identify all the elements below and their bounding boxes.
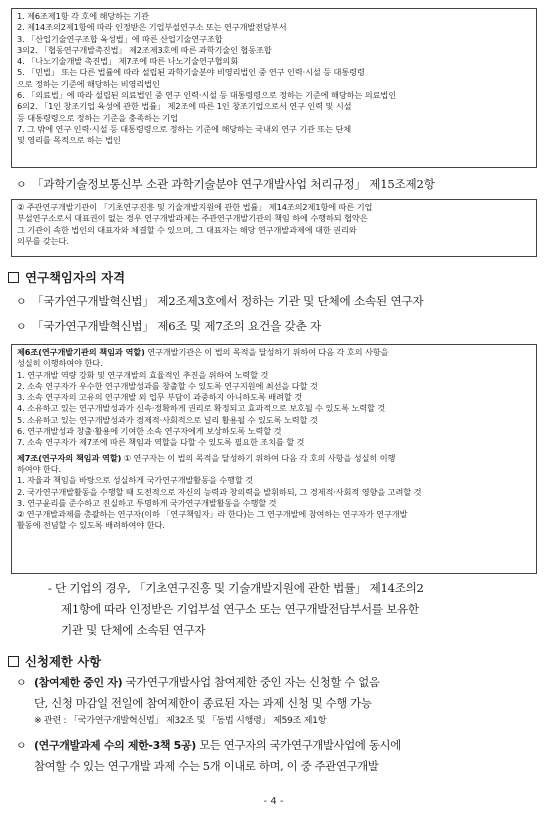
regulation-excerpt-line: ② 주관연구개발기관이 「기초연구진흥 및 기술개발지원에 관한 법률」 제14조의2제1항에 따른 기업 <box>17 202 373 212</box>
bullet-mark: ㅇ <box>16 320 27 333</box>
regulation-excerpt-box <box>11 199 537 257</box>
article-6-item: 4. 소유하고 있는 연구개발성과가 신속·정확하게 권리로 확정되고 효과적으로 보호될 수 있도록 노력할 것 <box>17 403 386 414</box>
institution-list-line: 1. 제6조제1항 각 호에 해당하는 기관 <box>17 11 149 21</box>
bullet-mark: ㅇ <box>16 739 27 752</box>
regulation-reference: ㅇ 「과학기술정보통신부 소관 과학기술분야 연구개발사업 처리규정」 제15조제2항 <box>16 177 435 191</box>
institution-list-line: 7. 그 밖에 연구 인력·시설 등 대통령령으로 정하는 기준에 해당하는 국내외 연구 기관 또는 단체 <box>17 123 352 134</box>
article-6-item: 3. 소속 연구자의 고유의 연구개발 외 업무 부담이 과중하지 아니하도록 배려할 것 <box>17 392 303 403</box>
bullet-mark: ㅇ <box>16 178 27 191</box>
article-6-item: 2. 소속 연구자가 우수한 연구개발성과를 창출할 수 있도록 연구지원에 최선을 다할 것 <box>17 380 318 391</box>
qualification-item-1: ㅇ 「국가연구개발혁신법」 제2조제3호에서 정하는 기관 및 단체에 소속된 연구자 <box>16 294 424 308</box>
article-6-item: 1. 연구개발 역량 강화 및 연구개발의 효율적인 추진을 위하여 노력할 것 <box>17 369 269 380</box>
qualification-item-2: ㅇ 「국가연구개발혁신법」 제6조 및 제7조의 요건을 갖춘 자 <box>16 319 322 333</box>
institution-list-box <box>11 8 537 168</box>
article-7-item: ② 연구개발과제를 총괄하는 연구자(이하 「연구책임자」라 한다)는 그 연구개발에 참여하는 연구자가 연구개발 <box>17 509 408 520</box>
law-articles-box <box>11 344 537 574</box>
article-7-item: 2. 국가연구개발활동을 수행할 때 도전적으로 자신의 능력과 창의력을 발휘하되, 그 경제적·사회적 영향을 고려할 것 <box>17 486 422 497</box>
section-title-application-restrictions: 신청제한 사항 <box>8 652 101 670</box>
institution-list-line: 3. 「산업기술연구조합 육성법」에 따른 산업기술연구조합 <box>17 33 223 44</box>
institution-list-line: 등 대통령령으로 정하는 기준을 충족하는 기업 <box>17 112 178 123</box>
article-6-item: 7. 소속 연구자가 제7조에 따른 책임과 역할을 다할 수 있도록 필요한 조치를 할 것 <box>17 437 305 448</box>
page-number: - 4 - <box>263 796 284 807</box>
article-7-heading: 제7조(연구자의 책임과 역할) ① 연구자는 이 법의 목적을 달성하기 위하여 다음 각 호의 사항을 성실히 이행 <box>17 452 396 463</box>
regulation-excerpt-line: 의무를 갖는다. <box>17 235 69 246</box>
article-6-item: 6. 연구개발성과 창출·활용에 기여한 소속 연구자에게 보상하도록 노력할 것 <box>17 426 282 437</box>
restriction-participation-limited: ㅇ (참여제한 중인 자) 국가연구개발사업 참여제한 중인 자는 신청할 수 없음 단, 신청 마감일 전일에 참여제한이 종료된 자는 과제 신청 및 수행 가능 ※ 관련 : 「국가연구개발혁신법」 제32조 및 「동법 시행령」 제59조 제1항 <box>16 672 380 728</box>
institution-list-line: 으로 정하는 기준에 해당하는 비영리법인 <box>17 78 160 89</box>
institution-list-line: 2. 제14조의2제1항에 따라 인정받은 기업부설연구소 또는 연구개발전담부서 <box>17 22 287 33</box>
article-6-heading: 제6조(연구개발기관의 책임과 역할) 연구개발기관은 이 법의 목적을 달성하기 위하여 다음 각 호의 사항을 <box>17 347 389 357</box>
bullet-mark: ㅇ <box>16 295 27 308</box>
institution-list-line: 3의2. 「협동연구개발촉진법」 제2조제3호에 따른 과학기술인 협동조합 <box>17 44 272 55</box>
article-7-item: 1. 자율과 책임을 바탕으로 성실하게 국가연구개발활동을 수행할 것 <box>17 475 253 486</box>
article-7-item: 활동에 전념할 수 있도록 배려하여야 한다. <box>17 520 165 531</box>
article-7-item: 3. 연구윤리를 준수하고 진실하고 투명하게 국가연구개발활동을 수행할 것 <box>17 497 277 508</box>
regulation-excerpt-line: 그 기관이 속한 법인의 대표자와 체결할 수 있으며, 그 대표자는 해당 연구개발과제에 대한 권리와 <box>17 224 357 235</box>
article-6-item: 5. 소유하고 있는 연구개발성과가 경제적·사회적으로 널리 활용될 수 있도록 노력할 것 <box>17 414 318 425</box>
corporate-exception-text: - 단 기업의 경우, 「기초연구진흥 및 기술개발지원에 관한 법률」 제14조의2 제1항에 따라 인정받은 기업부설 연구소 또는 연구개발전담부서를 보유한 기관 및 단체에 소속된 연구자 <box>48 581 424 637</box>
article-6-intro-line: 성실히 이행하여야 한다. <box>17 358 103 369</box>
bullet-mark: ㅇ <box>16 676 27 689</box>
square-bullet-icon <box>8 656 19 667</box>
section-title-researcher-qualification: 연구책임자의 자격 <box>8 268 125 286</box>
regulation-excerpt-line: 부설연구소로서 대표권이 없는 경우 연구개발과제는 주관연구개발기관의 책임 하에 수행하되 협약은 <box>17 213 368 224</box>
institution-list-line: 및 영리를 목적으로 하는 법인 <box>17 135 121 146</box>
article-7-intro-line: 하여야 한다. <box>17 463 62 474</box>
institution-list-line: 5. 「민법」 또는 다른 법률에 따라 설립된 과학기술분야 비영리법인 중 연구 인력·시설 등 대통령령 <box>17 67 365 78</box>
institution-list-line: 6의2. 「1인 창조기업 육성에 관한 법률」 제2조에 따른 1인 창조기업으로서 연구 인력 및 시설 <box>17 101 352 112</box>
restriction-project-count: ㅇ (연구개발과제 수의 제한-3책 5공) 모든 연구자의 국가연구개발사업에 동시에 참여할 수 있는 연구개발 과제 수는 5개 이내로 하며, 이 중 주관연구개발 <box>16 735 401 777</box>
institution-list-line: 6. 「의료법」에 따라 설립된 의료법인 중 연구 인력·시설 등 대통령령으로 정하는 기준에 해당하는 의료법인 <box>17 90 396 101</box>
square-bullet-icon <box>8 272 19 283</box>
institution-list-line: 4. 「나노기술개발 촉진법」 제7조에 따른 나노기술연구협의회 <box>17 56 239 67</box>
